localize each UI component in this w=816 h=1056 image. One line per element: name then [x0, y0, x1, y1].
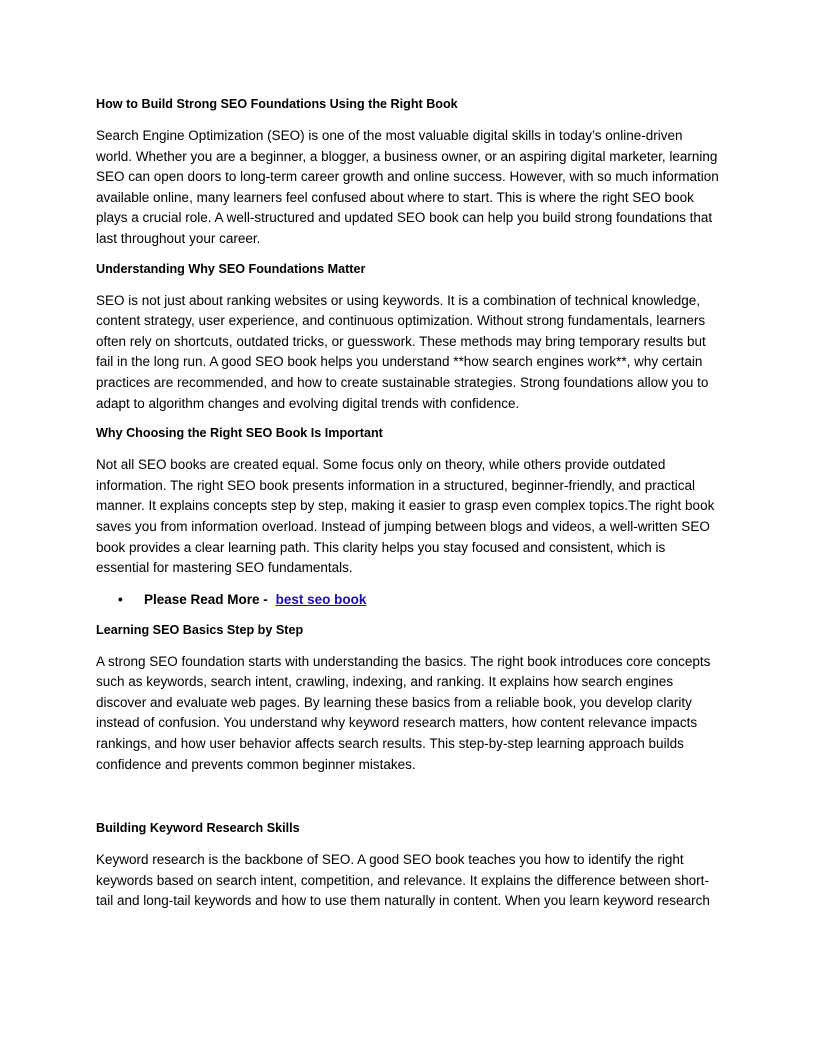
section-heading: Building Keyword Research Skills [96, 821, 300, 836]
section-heading: Understanding Why SEO Foundations Matter [96, 261, 366, 276]
document-page [96, 96, 720, 923]
section-paragraph: Keyword research is the backbone of SEO. A good SEO book teaches you how to identify the right keywords based on search intent, competition, and relevance. It explains the difference between short-tail and long-tail keywords and how to use them naturally in content. When you learn keyword research [96, 852, 710, 909]
intro-paragraph: Search Engine Optimization (SEO) is one of the most valuable digital skills in today’s online-driven world. Whether you are a beginner, a blogger, a business owner, or an aspiring digital marketer, learning SEO can open doors to long-term career growth and online success. However, with so much information available online, many learners feel confused about where to start. This is where the right SEO book plays a crucial role. A well-structured and updated SEO book can help you build strong foundations that last throughout your career. [96, 128, 719, 246]
read-more-bullet [96, 590, 720, 610]
section-paragraph: SEO is not just about ranking websites or using keywords. It is a combination of technical knowledge, content strategy, user experience, and continuous optimization. Without strong fundamentals, learners often rely on shortcuts, outdated tricks, or guesswork. These methods may bring temporary results but fail in the long run. A good SEO book helps you understand **how search engines work**, why certain practices are recommended, and how to create sustainable strategies. Strong foundations allow you to adapt to algorithm changes and evolving digital trends with confidence. [96, 292, 709, 411]
best-seo-book-link[interactable]: best seo book [275, 591, 367, 607]
section-paragraph: A strong SEO foundation starts with understanding the basics. The right book introduces core concepts such as keywords, search intent, crawling, indexing, and ranking. It explains how search engines discover and evaluate web pages. By learning these basics from a reliable book, you develop clarity instead of confusion. You understand why keyword research matters, how content relevance impacts rankings, and how user behavior affects search results. This step-by-step learning approach builds confidence and prevents common beginner mistakes. [96, 653, 711, 772]
read-more-label: Please Read More - [144, 591, 268, 607]
blank-line [96, 786, 720, 820]
bullet-symbol: • [118, 591, 123, 607]
section-heading: Learning SEO Basics Step by Step [96, 622, 304, 637]
document-title: How to Build Strong SEO Foundations Using the Right Book [96, 97, 458, 111]
section-heading: Why Choosing the Right SEO Book Is Important [96, 426, 383, 441]
section-paragraph: Not all SEO books are created equal. Some focus only on theory, while others provide outdated information. The right SEO book presents information in a structured, beginner-friendly, and practical manner. It explains concepts step by step, making it easier to grasp even complex topics.The right book saves you from information overload. Instead of jumping between blogs and videos, a well-written SEO book provides a clear learning path. This clarity helps you stay focused and consistent, which is essential for mastering SEO fundamentals. [96, 457, 715, 576]
